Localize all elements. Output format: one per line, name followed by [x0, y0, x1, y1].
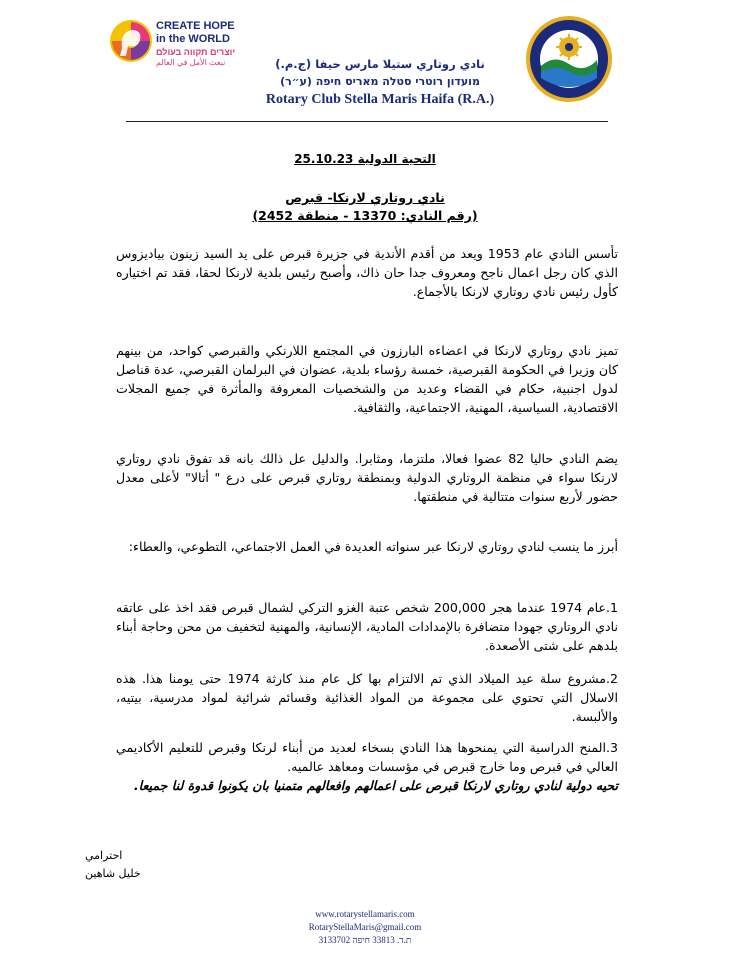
letter-date-line: التحية الدولية 25.10.23: [294, 152, 436, 166]
footer-address: ת.ד. 33813 חיפה 3133702: [318, 935, 412, 945]
logo-text-hebrew: יוצרים תקווה בעולם: [156, 47, 236, 57]
logo-text-arabic: نبعث الأمل في العالم: [156, 58, 226, 67]
logo-text-line2: in the WORLD: [156, 33, 230, 45]
create-hope-swirl-icon: [108, 18, 154, 64]
paragraph-current: يضم النادي حاليا 82 عضوا فعالا، ملتزما، ومثابرا. والدليل عل ذالك بانه قد تفوق نادي روتاري لارنكا سواء في منظمة الروتاري الدولية وبمنطقة روتاري قبرص على درع " أتالا" لأعلى معدل حضور لأربع سنوات متتالية في منطقتها.: [116, 451, 619, 504]
letter-title: نادي روتاري لارنكا- قبرص: [285, 190, 445, 205]
list-item-3: 3.المنح الدراسية التي يمنحوها هذا النادي بسخاء لعديد من أبناء لرنكا وقبرص للتعليم الأكاديمي العالي في قبرص وما خارج قبرص في مؤسسات ومعاهد عالميه.: [116, 740, 618, 774]
stella-maris-seal-icon: [524, 14, 614, 104]
closing-salute: تحيه دولية لنادي روتاري لارنكا قبرص على اعمالهم وافعالهم متمنيا بان يكونوا قدوة لنا جميعا.: [133, 778, 618, 793]
club-name-hebrew: מועדון רוטרי סטלה מאריס חיפה (ע״ר): [280, 75, 480, 88]
list-item-2: 2.مشروع سلة عيد الميلاد الذي تم الالتزام بها كل عام منذ كارثة 1974 حتى يومنا هذا. هذه الاسلال التي تحتوي على مجموعة من المواد الغذائية وقسائم شرائية لمواد مدرسية، بيتيه، والألبسة.: [116, 671, 619, 724]
club-name-arabic: نادي روتاري ستيلا مارس حيفا (ج.م.): [275, 57, 485, 71]
footer-website-link[interactable]: www.rotarystellamaris.com: [315, 909, 415, 919]
create-hope-logo: [108, 18, 273, 66]
list-item-1: 1.عام 1974 عندما هجر 200,000 شخص عتبة الغزو التركي لشمال قبرص فقد اخذ على عاتقه نادي الروتاري جهودا متضافرة بالإمدادات المادية، الإنسانية، والمهنية لتخفيف من محن وحاجة أبناء بلدهم على شتى الأصعدة.: [116, 600, 619, 653]
logo-text-line1: CREATE HOPE: [156, 20, 235, 32]
paragraph-history: تأسس النادي عام 1953 ويعد من أقدم الأندية في جزيرة قبرص على يد السيد زينون بياديزوس الذي كان رجل اعمال ناجح ومعروف جدا حان ذاك، وأصبح رئيس بلدية لارنكا لحقا، فقد تم اختياره كأول رئيس نادي روتاري لارنكا بالأجماع.: [116, 246, 618, 299]
stella-maris-seal-logo: [524, 14, 614, 104]
paragraph-members: تميز نادي روتاري لارنكا في اعضاءه البارزون في المجتمع اللارنكي والقبرصي كواحد، من بينهم كان وزيرا في الحكومة القبرصية، خمسة رؤساء بلدية، عضوان في البرلمان القبرصي، عدة قناصل لدول اجنبية، حكام في القضاء وعديد من والشخصيات المعروفة والمأثرة في جميع المجلات الاقتصادية، السياسية، المهنية، الاجتماعية، والثقافية.: [116, 343, 618, 415]
closing-word: احترامي: [85, 849, 123, 862]
club-name-english: Rotary Club Stella Maris Haifa (R.A.): [265, 92, 495, 107]
signature-name: خليل شاهين: [85, 867, 141, 880]
paragraph-highlights-intro: أبرز ما ينسب لنادي روتاري لارنكا عبر سنواته العديدة في العمل الاجتماعي، التطوعي، والعطاء:: [128, 539, 618, 554]
header-divider: [126, 121, 608, 122]
letter-subtitle: (رقم النادي: 13370 - منطقة 2452): [252, 208, 478, 223]
footer-email-link[interactable]: RotaryStellaMaris@gmail.com: [308, 922, 422, 932]
